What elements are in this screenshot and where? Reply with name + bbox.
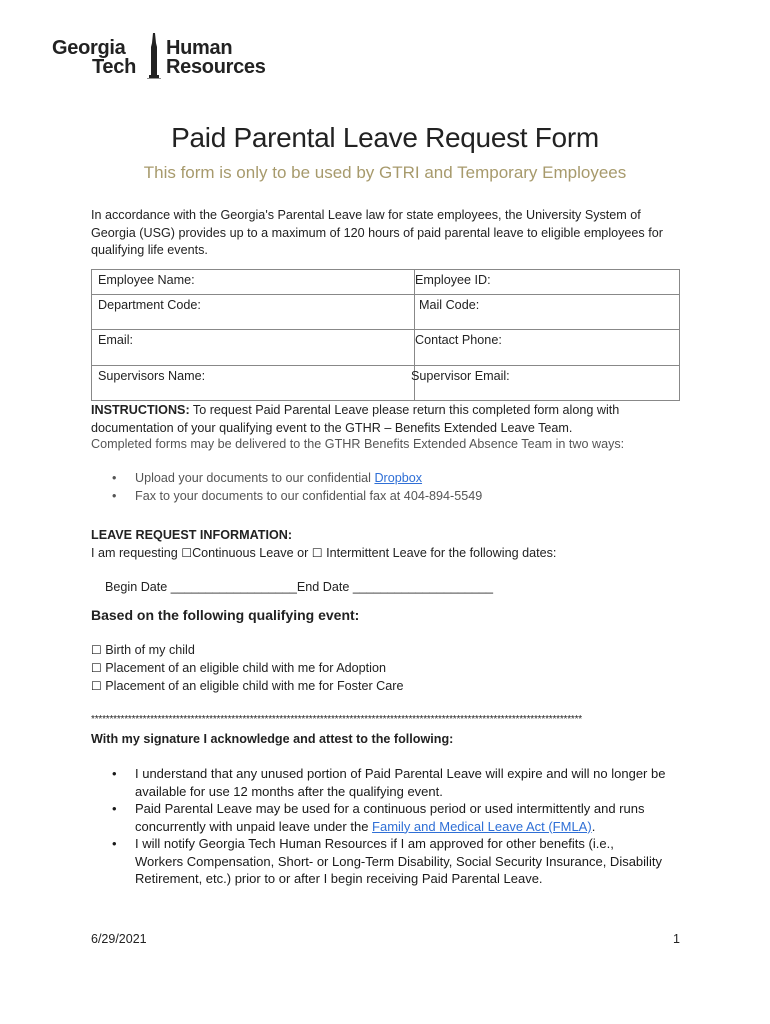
mail-code-field[interactable]: Mail Code: <box>415 295 680 330</box>
checkbox-icon[interactable]: ☐ <box>91 661 102 675</box>
leave-request-heading: LEAVE REQUEST INFORMATION: <box>91 528 293 542</box>
logo-human: Human <box>166 37 233 59</box>
page-number: 1 <box>673 932 680 946</box>
employee-info-table <box>91 269 680 401</box>
attestation-heading: With my signature I acknowledge and attest to the following: <box>91 732 454 746</box>
supervisors-name-field[interactable]: Supervisors Name: <box>92 366 415 401</box>
separator-line: ************************************************************************************************************************************* <box>91 714 582 725</box>
page-title: Paid Parental Leave Request Form <box>171 122 599 153</box>
checkbox-icon[interactable]: ☐ <box>91 643 102 657</box>
logo-resources: Resources <box>166 56 266 78</box>
instructions-delivery-line: Completed forms may be delivered to the GTHR Benefits Extended Absence Team in two ways: <box>91 437 625 451</box>
intermittent-leave-checkbox[interactable]: ☐ <box>311 546 323 560</box>
date-range-line[interactable]: Begin Date __________________End Date ____________________ <box>105 580 493 594</box>
supervisor-email-field[interactable]: Supervisor Email: <box>415 366 680 401</box>
email-field[interactable]: Email: <box>92 330 415 366</box>
footer-date: 6/29/2021 <box>91 932 147 946</box>
employee-id-field[interactable]: Employee ID: <box>415 270 680 295</box>
instructions-label: INSTRUCTIONS: <box>91 403 190 417</box>
event-option-birth[interactable]: ☐ Birth of my child <box>91 643 195 657</box>
instructions-paragraph <box>91 402 681 437</box>
event-option-foster[interactable]: ☐ Placement of an eligible child with me for Foster Care <box>91 679 404 693</box>
qualifying-event-heading: Based on the following qualifying event: <box>91 607 360 623</box>
tech-tower-icon <box>145 33 163 79</box>
department-code-field[interactable]: Department Code: <box>92 295 415 330</box>
fmla-link[interactable]: Family and Medical Leave Act (FMLA) <box>372 818 592 834</box>
contact-phone-field[interactable]: Contact Phone: <box>415 330 680 366</box>
page-subtitle: This form is only to be used by GTRI and Temporary Employees <box>143 163 627 182</box>
checkbox-icon[interactable]: ☐ <box>91 679 102 693</box>
gt-hr-logo <box>52 33 292 81</box>
dropbox-link[interactable]: Dropbox <box>374 471 423 485</box>
logo-tech: Tech <box>92 56 136 78</box>
intro-paragraph: In accordance with the Georgia's Parental Leave law for state employees, the University System of Georgia (USG) provides up to a maximum of 120 hours of paid parental leave to eligible employees for qualifying life events. <box>91 208 663 257</box>
leave-type-line: I am requesting ☐Continuous Leave or ☐ Intermittent Leave for the following dates: <box>91 546 557 560</box>
logo-georgia: Georgia <box>52 37 126 59</box>
instructions-text: To request Paid Parental Leave please return this completed form along with documentation of your qualifying event to the GTHR – Benefits Extended Leave Team. <box>91 403 620 435</box>
employee-name-field[interactable]: Employee Name: <box>92 270 415 295</box>
continuous-leave-checkbox[interactable]: ☐ <box>181 546 193 560</box>
event-option-adoption[interactable]: ☐ Placement of an eligible child with me for Adoption <box>91 661 386 675</box>
